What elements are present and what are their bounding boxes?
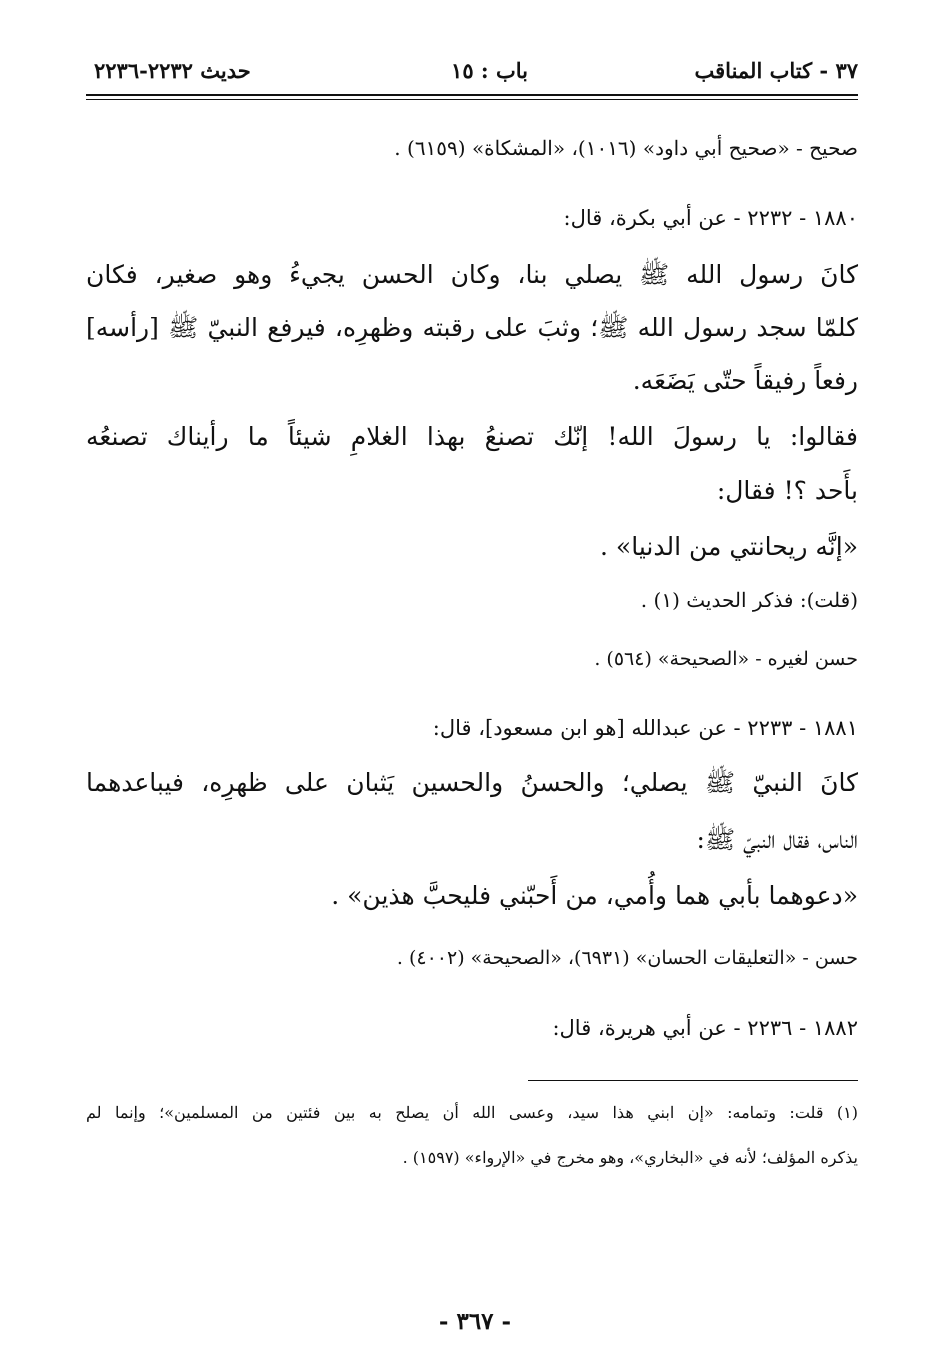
grade-line: صحيح - «صحيح أبي داود» (١٠١٦)، «المشكاة» (٦١٥٩) . bbox=[394, 136, 858, 160]
hadith-text-line: رفعاً رفيقاً حتّى يَضَعَه. bbox=[632, 366, 858, 395]
hadith-text-line: بأَحد ؟! فقال: bbox=[716, 476, 858, 505]
hadith-text-line: كانَ رسول الله ﷺ يصلي بنا، وكان الحسن يجيءُ وهو صغير، فكان bbox=[86, 260, 858, 289]
hadith-heading: ١٨٨٢ - ٢٢٣٦ - عن أبي هريرة، قال: bbox=[552, 1016, 858, 1040]
hadith-text-line: كانَ النبيّ ﷺ يصلي؛ والحسنُ والحسين يَثبان على ظهرِه، فيباعدهما bbox=[86, 768, 858, 797]
hadith-text-line: الناس، فقال النبيّ ﷺ: bbox=[696, 825, 858, 854]
footnote-separator bbox=[528, 1080, 858, 1081]
author-note: (قلت): فذكر الحديث (١) . bbox=[640, 588, 858, 612]
footnote-line: يذكره المؤلف؛ لأنه في «البخاري»، وهو مخرج في «الإرواء» (١٥٩٧) . bbox=[402, 1148, 858, 1167]
prophetic-quote: «إنَّه ريحانتي من الدنيا» . bbox=[600, 532, 858, 561]
hadith-text-line: فقالوا: يا رسولَ الله! إنّك تصنعُ بهذا الغلامِ شيئاً ما رأيناك تصنعُه bbox=[86, 422, 858, 451]
hadith-heading: ١٨٨٠ - ٢٢٣٢ - عن أبي بكرة، قال: bbox=[563, 206, 858, 230]
footnote-line: (١) قلت: وتمامه: «إن ابني هذا سيد، وعسى الله أن يصلح به بين فئتين من المسلمين»؛ وإنما لم bbox=[86, 1103, 858, 1122]
header-chapter: ٣٧ - كتاب المناقب bbox=[694, 58, 858, 83]
grade-line: حسن - «التعليقات الحسان» (٦٩٣١)، «الصحيحة» (٤٠٠٢) . bbox=[396, 947, 858, 969]
prophetic-quote: «دعوهما بأبي هما وأُمي، من أَحبّني فليحبَّ هذين» . bbox=[331, 881, 858, 910]
grade-line: حسن لغيره - «الصحيحة» (٥٦٤) . bbox=[594, 648, 858, 670]
header-rule-thin bbox=[86, 99, 858, 100]
header-hadith-range: حديث ٢٢٣٢-٢٢٣٦ bbox=[94, 58, 251, 83]
header-rule-thick bbox=[86, 94, 858, 96]
header-section: باب : ١٥ bbox=[451, 58, 528, 83]
page-number: - ٣٦٧ - bbox=[438, 1308, 512, 1335]
hadith-text-line: كلمّا سجد رسول الله ﷺ؛ وثبَ على رقبته وظهرِه، فيرفع النبيّ ﷺ [رأسه] bbox=[86, 313, 858, 342]
running-header bbox=[86, 58, 858, 88]
hadith-heading: ١٨٨١ - ٢٢٣٣ - عن عبدالله [هو ابن مسعود]، قال: bbox=[432, 716, 858, 740]
